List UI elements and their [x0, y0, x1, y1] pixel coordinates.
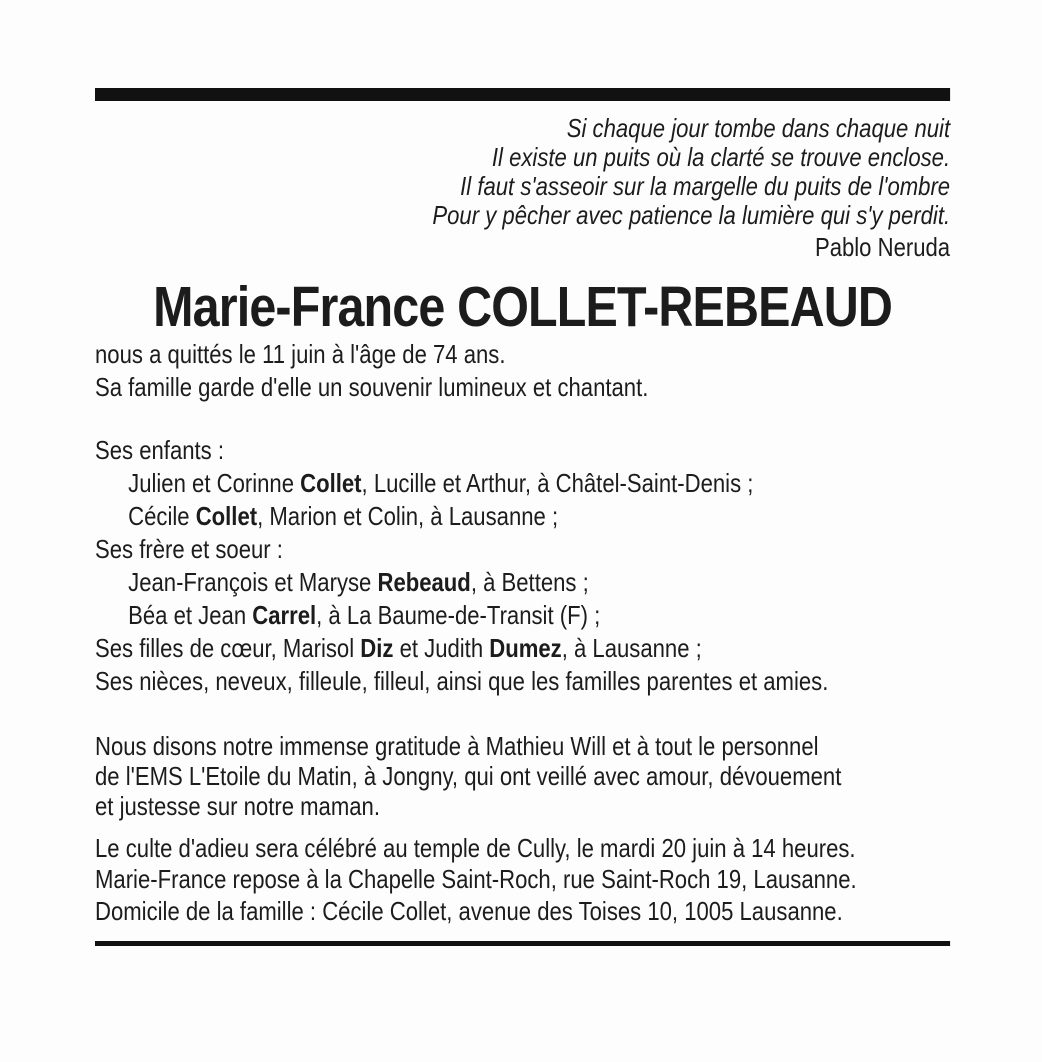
- quote-line: Pour y pêcher avec patience la lumière qui s'y perdit.: [432, 200, 951, 230]
- text-segment: Ses enfants :: [95, 435, 225, 465]
- quote-line: Si chaque jour tombe dans chaque nuit: [566, 113, 951, 143]
- surname-bold: Dumez: [489, 633, 562, 663]
- text-segment: Ses nièces, neveux, filleule, filleul, ainsi que les familles parentes et amies.: [95, 666, 829, 696]
- surname-bold: Collet: [195, 501, 258, 531]
- gratitude-paragraph: [95, 731, 950, 821]
- text-segment: , à La Baume-de-Transit (F) ;: [316, 600, 601, 630]
- text-segment: , à Lausanne ;: [561, 633, 702, 663]
- text-segment: Cécile: [128, 501, 196, 531]
- surname-bold: Rebeaud: [377, 567, 471, 597]
- quote-author: Pablo Neruda: [814, 232, 951, 262]
- service-repose-line: Marie-France repose à la Chapelle Saint-Roch, rue Saint-Roch 19, Lausanne.: [95, 864, 857, 894]
- family-tribute: Sa famille garde d'elle un souvenir lumineux et chantant.: [95, 372, 649, 402]
- text-segment: Ses frère et soeur :: [95, 534, 283, 564]
- death-announcement: nous a quittés le 11 juin à l'âge de 74 ans.: [95, 339, 506, 369]
- text-segment: Julien et Corinne: [128, 468, 301, 498]
- gratitude-line: de l'EMS L'Etoile du Matin, à Jongny, qui ont veillé avec amour, dévouement: [95, 761, 842, 791]
- family-line-goddaughters: [95, 632, 950, 665]
- text-segment: Jean-François et Maryse: [128, 567, 378, 597]
- family-list: [95, 434, 950, 698]
- text-segment: Béa et Jean: [128, 600, 253, 630]
- quote-line: Il faut s'asseoir sur la margelle du puits de l'ombre: [460, 171, 951, 201]
- family-line-child-1: [95, 467, 950, 500]
- family-line-sibling-1: [95, 566, 950, 599]
- family-line-sibling-2: [95, 599, 950, 632]
- quote-block: [95, 114, 950, 262]
- deceased-name-title: Marie-France COLLET-REBEAUD: [153, 275, 893, 339]
- gratitude-line: Nous disons notre immense gratitude à Mathieu Will et à tout le personnel: [95, 731, 819, 761]
- text-segment: Ses filles de cœur, Marisol: [95, 633, 361, 663]
- family-address: Domicile de la famille : Cécile Collet, avenue des Toises 10, 1005 Lausanne.: [95, 896, 843, 926]
- family-line-siblings-label: [95, 533, 950, 566]
- text-segment: , Marion et Colin, à Lausanne ;: [257, 501, 559, 531]
- text-segment: et Judith: [393, 633, 490, 663]
- family-line-relatives: [95, 665, 950, 698]
- family-line-child-2: [95, 500, 950, 533]
- gratitude-line: et justesse sur notre maman.: [95, 791, 380, 821]
- service-info: [95, 833, 950, 895]
- surname-bold: Carrel: [252, 600, 317, 630]
- bottom-rule: [95, 941, 950, 946]
- text-segment: , Lucille et Arthur, à Châtel-Saint-Denis ;: [361, 468, 754, 498]
- surname-bold: Collet: [300, 468, 362, 498]
- family-line-children-label: [95, 434, 950, 467]
- notice-content: [95, 0, 950, 946]
- service-ceremony-line: Le culte d'adieu sera célébré au temple de Cully, le mardi 20 juin à 14 heures.: [95, 833, 856, 863]
- quote-line: Il existe un puits où la clarté se trouve enclose.: [491, 142, 951, 172]
- surname-bold: Diz: [360, 633, 394, 663]
- text-segment: , à Bettens ;: [470, 567, 589, 597]
- top-rule: [95, 88, 950, 101]
